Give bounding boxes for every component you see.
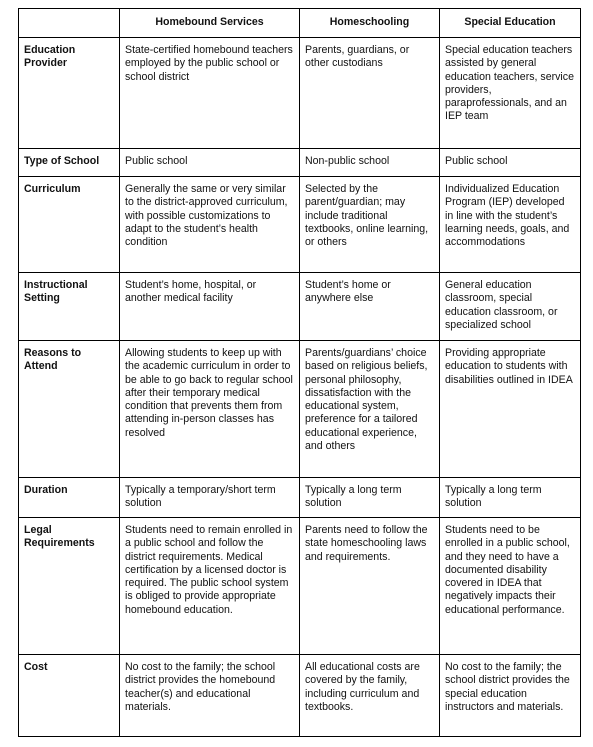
- table-row: [19, 478, 581, 518]
- column-header-special-education: Special Education: [440, 9, 581, 38]
- table-cell: Parents, guardians, or other custodians: [300, 38, 440, 149]
- table-cell: Students need to be enrolled in a public school, and they need to have a documented disability covered in IDEA that negatively impacts their educational performance.: [440, 518, 581, 655]
- table-cell: No cost to the family; the school district provides the special education instructors and materials.: [440, 655, 581, 737]
- table-cell: Allowing students to keep up with the academic curriculum in order to be able to go back to regular school after their temporary medical condition that prevents them from attending in-person classes has resolved: [120, 341, 300, 478]
- table-cell: Individualized Education Program (IEP) developed in line with the student’s learning needs, goals, and accommodations: [440, 177, 581, 273]
- column-header-homebound: Homebound Services: [120, 9, 300, 38]
- row-label: Instructional Setting: [19, 273, 120, 341]
- row-label: Education Provider: [19, 38, 120, 149]
- table-cell: Providing appropriate education to students with disabilities outlined in IDEA: [440, 341, 581, 478]
- row-label: Legal Requirements: [19, 518, 120, 655]
- row-label: Cost: [19, 655, 120, 737]
- table-cell: No cost to the family; the school district provides the homebound teacher(s) and educational materials.: [120, 655, 300, 737]
- table-row: [19, 518, 581, 655]
- column-header-homeschooling: Homeschooling: [300, 9, 440, 38]
- table-row: [19, 149, 581, 177]
- row-label: Type of School: [19, 149, 120, 177]
- table-row: [19, 38, 581, 149]
- table-cell: State-certified homebound teachers employed by the public school or school district: [120, 38, 300, 149]
- table-cell: Generally the same or very similar to the district-approved curriculum, with possible customizations to adapt to the student’s health condition: [120, 177, 300, 273]
- row-label: Reasons to Attend: [19, 341, 120, 478]
- table-cell: Public school: [440, 149, 581, 177]
- table-cell: Parents need to follow the state homeschooling laws and requirements.: [300, 518, 440, 655]
- table-cell: Public school: [120, 149, 300, 177]
- table-row: [19, 341, 581, 478]
- table-cell: Typically a long term solution: [440, 478, 581, 518]
- table-cell: Students need to remain enrolled in a public school and follow the district requirements. Medical certification by a licensed doctor is required. The public school system is obliged to provide appropriate homebound education.: [120, 518, 300, 655]
- table-cell: Special education teachers assisted by general education teachers, service providers, paraprofessionals, and an IEP team: [440, 38, 581, 149]
- table-cell: Non-public school: [300, 149, 440, 177]
- table-cell: Parents/guardians’ choice based on religious beliefs, personal philosophy, dissatisfaction with the educational system, preference for a tailored educational experience, and others: [300, 341, 440, 478]
- table-cell: Typically a long term solution: [300, 478, 440, 518]
- corner-header: [19, 9, 120, 38]
- table-cell: All educational costs are covered by the family, including curriculum and textbooks.: [300, 655, 440, 737]
- table-cell: Student’s home or anywhere else: [300, 273, 440, 341]
- table-cell: Typically a temporary/short term solution: [120, 478, 300, 518]
- table-row: [19, 273, 581, 341]
- table-cell: General education classroom, special education classroom, or specialized school: [440, 273, 581, 341]
- header-row: [19, 9, 581, 38]
- comparison-table: [18, 8, 581, 737]
- table-row: [19, 655, 581, 737]
- table-row: [19, 177, 581, 273]
- table-cell: Selected by the parent/guardian; may include traditional textbooks, online learning, or others: [300, 177, 440, 273]
- table-cell: Student’s home, hospital, or another medical facility: [120, 273, 300, 341]
- row-label: Duration: [19, 478, 120, 518]
- row-label: Curriculum: [19, 177, 120, 273]
